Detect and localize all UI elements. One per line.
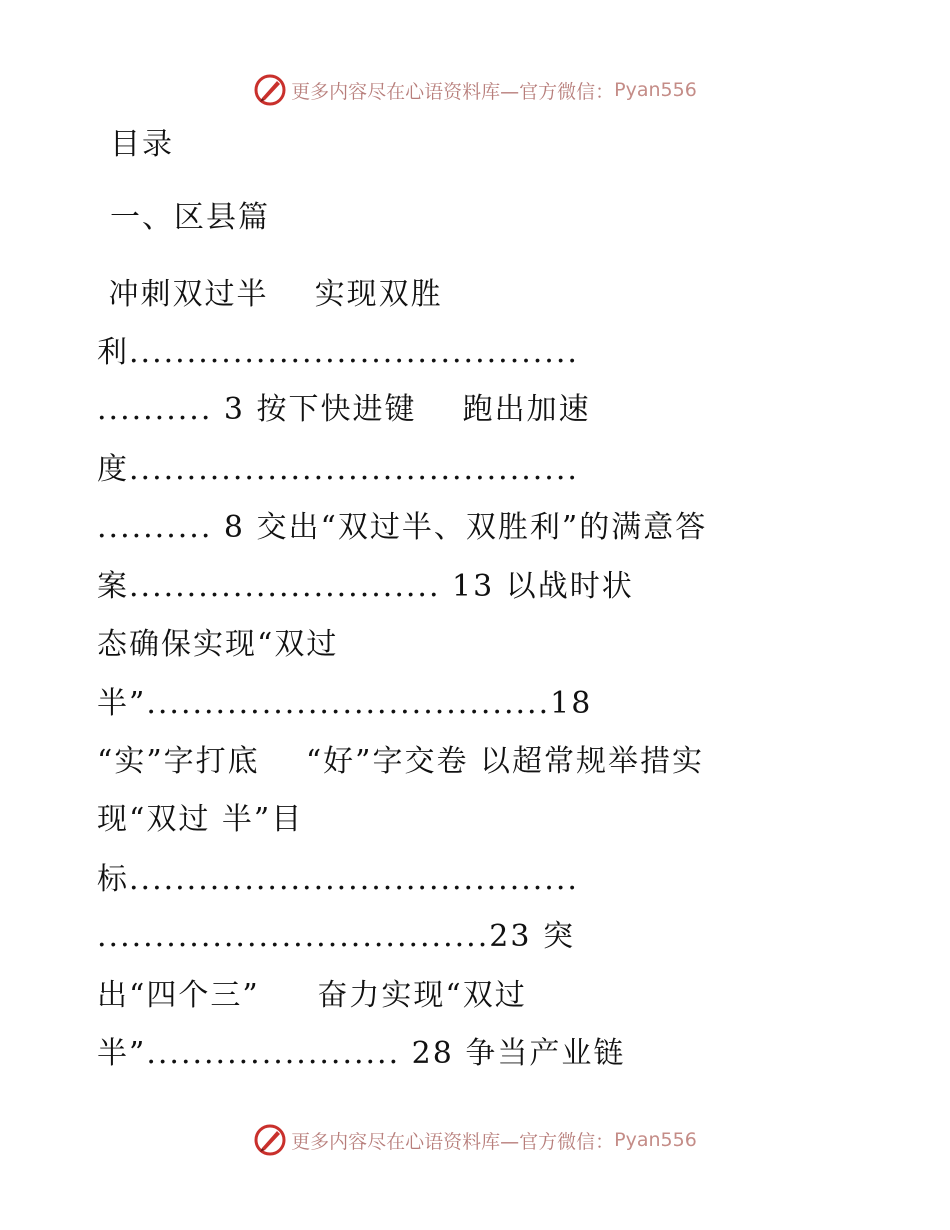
toc-line: 出“四个三” 奋力实现“双过 <box>97 978 527 1013</box>
watermark-banner-top <box>0 70 950 110</box>
toc-line: 半”...................................18 <box>97 686 593 721</box>
toc-line: ..................................23 突 <box>97 919 575 954</box>
toc-line: 冲刺双过半 实现双胜 <box>97 277 443 312</box>
banner-text: 更多内容尽在心语资料库—官方微信： <box>291 1130 615 1153</box>
toc-line: “实”字打底 “好”字交卷 以超常规举措实 <box>97 744 705 779</box>
toc-line: 半”...................... 28 争当产业链 <box>97 1036 626 1071</box>
toc-line: 现“双过 半”目 <box>97 802 304 837</box>
banner-wechat-id: Pyan556 <box>614 79 697 101</box>
banner-wechat-id: Pyan556 <box>614 1129 697 1151</box>
toc-line: 度....................................... <box>97 452 579 487</box>
toc-line: .......... 8 交出“双过半、双胜利”的满意答 <box>97 510 708 545</box>
banner-text: 更多内容尽在心语资料库—官方微信： <box>291 80 615 103</box>
toc-title: 目录 <box>110 127 174 162</box>
toc-line: 利....................................... <box>97 335 579 370</box>
toc-section-heading: 一、区县篇 <box>110 200 270 235</box>
toc-line: 案........................... 13 以战时状 <box>97 569 634 604</box>
quill-logo-icon <box>253 73 287 107</box>
toc-line: 态确保实现“双过 <box>97 627 339 662</box>
toc-line: 标....................................... <box>97 862 579 897</box>
quill-logo-icon <box>253 1123 287 1157</box>
toc-line: .......... 3 按下快进键 跑出加速 <box>97 392 591 427</box>
watermark-banner-bottom <box>0 1120 950 1160</box>
